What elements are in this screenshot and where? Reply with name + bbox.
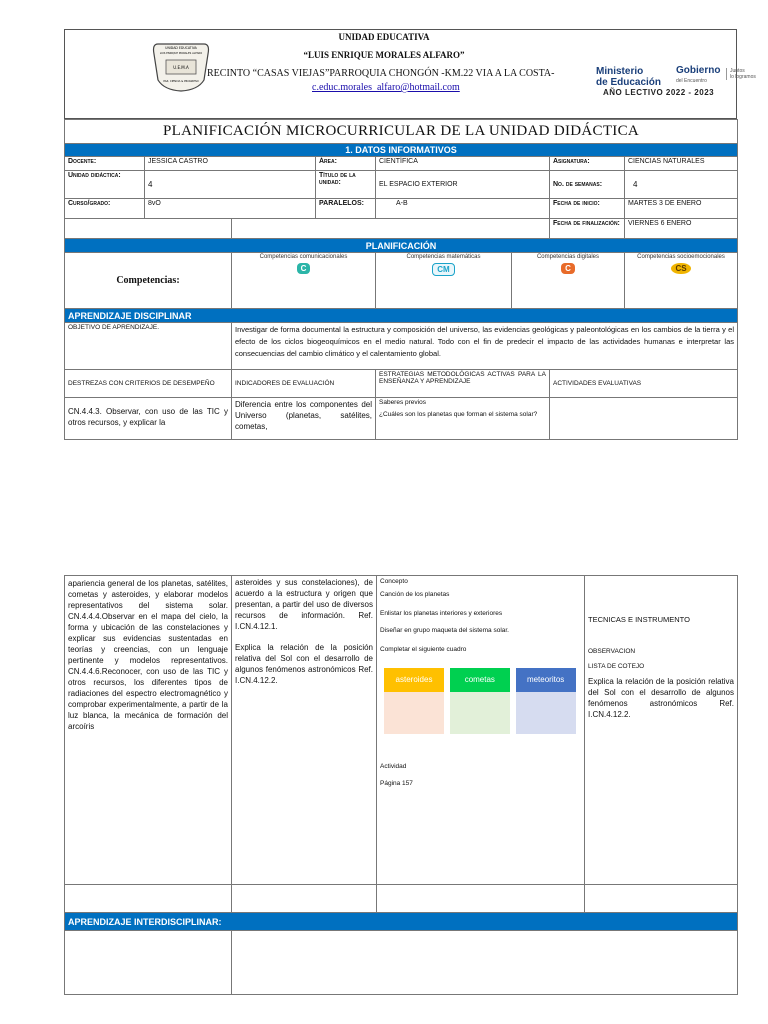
cuadro-col-cometas bbox=[450, 668, 510, 734]
box-asteroides-fill bbox=[384, 692, 444, 734]
seal-text-2: LUIS ENRIQUE MORALES ALFARO bbox=[159, 52, 203, 55]
indicador-b: Explica la relación de la posición relativa del Sol con el desarrollo de algunos fenómenos astronómicos Ref. I.CN.4.12.2. bbox=[235, 643, 373, 685]
asignatura-label: Asignatura: bbox=[550, 157, 625, 171]
gobierno-text: Gobierno bbox=[676, 65, 721, 76]
school-line1: UNIDAD EDUCATIVA bbox=[338, 32, 430, 42]
observacion: OBSERVACION bbox=[588, 648, 636, 655]
box-meteoritos-fill bbox=[516, 692, 576, 734]
matematica-icon: CM bbox=[432, 263, 454, 276]
competencias-label: Competencias: bbox=[65, 253, 232, 309]
comunicacional-icon: C bbox=[297, 263, 311, 274]
recinto-address: RECINTO “CASAS VIEJAS”PARROQUIA CHONGÓN -KM.22 VIA A LA COSTA- bbox=[207, 68, 555, 79]
objetivo-value: Investigar de forma documental la estructura y composición del universo, las evidencias geológicas y paleontológicas en los cambios de la tierra y el efecto de los ciclos biogeoquímicos en el medio natural. Todo con el fin de predecir el impacto de las actividades humanas e interpretar las consecuencias del cambio climático y el calentamiento global. bbox=[232, 323, 738, 370]
ministerio-line2: de Educación bbox=[596, 77, 662, 88]
gobierno-logo bbox=[676, 66, 720, 86]
cuadro-col-asteroides bbox=[384, 668, 444, 734]
juntos-line1: Juntos bbox=[730, 68, 745, 74]
fecha-inicio-value: MARTES 3 DE ENERO bbox=[625, 199, 738, 219]
empty-cell bbox=[232, 885, 377, 913]
titulo-value: EL ESPACIO EXTERIOR bbox=[376, 171, 550, 199]
competencia-name: Competencias matemáticas bbox=[406, 254, 481, 260]
objetivo-label: OBJETIVO DE APRENDIZAJE. bbox=[65, 323, 232, 370]
paralelos-value: A-B bbox=[376, 199, 550, 219]
school-line2: “LUIS ENRIQUE MORALES ALFARO” bbox=[303, 50, 465, 60]
est-cancion: Canción de los planetas bbox=[380, 591, 450, 598]
unidad-value: 4 bbox=[145, 171, 316, 199]
ministerio-logo bbox=[596, 66, 661, 88]
competencia-matematica bbox=[376, 253, 512, 309]
section-datos-informativos: 1. DATOS INFORMATIVOS bbox=[65, 144, 738, 157]
indicador-cell: Diferencia entre los componentes del Universo (planetas, satélites, cometas, bbox=[232, 398, 376, 440]
pregunta-planetas: ¿Cuáles son los planetas que forman el sistema solar? bbox=[379, 411, 538, 418]
paralelos-label: PARALELOS: bbox=[316, 199, 376, 219]
competencia-digital bbox=[512, 253, 625, 309]
estrategias-cell bbox=[376, 398, 550, 440]
empty-cell bbox=[585, 885, 738, 913]
section-aprendizaje-interdisciplinar: APRENDIZAJE INTERDISCIPLINAR: bbox=[65, 913, 738, 931]
col-estrategias: ESTRATEGIAS METODOLÓGICAS ACTIVAS PARA LA ENSEÑANZA Y APRENDIZAJE bbox=[376, 370, 550, 398]
competencia-name: Competencias digitales bbox=[536, 254, 600, 260]
juntos-line2: lo logramos bbox=[730, 74, 756, 80]
titulo-label: Título de la unidad: bbox=[316, 171, 376, 199]
est-concepto: Concepto bbox=[380, 578, 408, 585]
fecha-fin-value: VIERNES 6 ENERO bbox=[625, 219, 738, 239]
socioemocional-icon: CS bbox=[671, 263, 690, 274]
curso-label: Curso/grado: bbox=[65, 199, 145, 219]
actividades-cell bbox=[550, 398, 738, 440]
competencia-name: Competencias comunicacionales bbox=[259, 254, 348, 260]
col-indicadores: INDICADORES DE EVALUACIÓN bbox=[232, 370, 376, 398]
destreza-continued: apariencia general de los planetas, satélites, cometas y asteroides, y elaborar modelos representativos del sistema solar. CN.4.4.4.Observar en el mapa del cielo, la forma y ubicación de las constelaciones y explicar sus evidencias sustentadas en teorías y creencias, con un lenguaje pertinente y modelos representativos. CN.4.4.6.Reconocer, con uso de las TIC y otros recursos, los diferentes tipos de radiaciones del espectro electromagnético y comprobar experimentalmente, a partir de la luz blanca, la mecánica de formación del arcoíris bbox=[65, 576, 232, 885]
area-label: Área: bbox=[316, 157, 376, 171]
fecha-fin-label: Fecha de finalización: bbox=[550, 219, 625, 239]
empty-cell bbox=[232, 931, 738, 995]
digital-icon: C bbox=[561, 263, 575, 274]
col-destrezas: DESTREZAS CON CRITERIOS DE DESEMPEÑO bbox=[65, 370, 232, 398]
area-value: CIENTÍFICA bbox=[376, 157, 550, 171]
competencia-name: Competencias socioemocionales bbox=[637, 254, 725, 260]
empty-cell bbox=[65, 931, 232, 995]
docente-label: Docente: bbox=[65, 157, 145, 171]
asignatura-value: CIENCIAS NATURALES bbox=[625, 157, 738, 171]
actividad-evaluativa-texto: Explica la relación de la posición relativa del Sol con el desarrollo de algunos fenómenos astronómicos Ref. I.CN.4.12.2. bbox=[588, 677, 734, 719]
cuadro-completar bbox=[384, 668, 581, 734]
section-planificacion: PLANIFICACIÓN bbox=[65, 239, 738, 253]
seal-text-4: PAZ, CIENCIA & PROGRESO bbox=[163, 80, 199, 83]
gobierno-small-text: del Encuentro bbox=[676, 78, 707, 84]
est-pagina: Página 157 bbox=[380, 780, 413, 787]
document-title: PLANIFICACIÓN MICROCURRICULAR DE LA UNIDAD DIDÁCTICA bbox=[65, 120, 738, 144]
actividades-continued bbox=[585, 576, 738, 885]
curso-value: 8vO bbox=[145, 199, 316, 219]
empty-cell bbox=[65, 885, 232, 913]
empty-cell bbox=[65, 219, 232, 239]
box-cometas-fill bbox=[450, 692, 510, 734]
unidad-label: Unidad didáctica: bbox=[65, 171, 145, 199]
docente-value: JESSICA CASTRO bbox=[145, 157, 316, 171]
planning-table-continued bbox=[64, 575, 738, 995]
competencia-comunicacional bbox=[232, 253, 376, 309]
destreza-cell: CN.4.4.3. Observar, con uso de las TIC y otros recursos, y explicar la bbox=[65, 398, 232, 440]
tecnicas-instrumento: TECNICAS E INSTRUMENTO bbox=[588, 615, 690, 624]
competencia-socioemocional bbox=[625, 253, 738, 309]
box-cometas: cometas bbox=[450, 668, 510, 692]
cuadro-col-meteoritos bbox=[516, 668, 576, 734]
est-enlistar: Enlistar los planetas interiores y exteriores bbox=[380, 610, 503, 617]
indicador-a: asteroides y sus constelaciones), de acuerdo a la estructura y origen que presentan, a partir del uso de diversos recursos de información. Ref. I.CN.4.12.1. bbox=[235, 578, 373, 631]
empty-cell bbox=[232, 219, 550, 239]
planning-table bbox=[64, 119, 738, 440]
col-actividades: ACTIVIDADES EVALUATIVAS bbox=[550, 370, 738, 398]
lista-cotejo: LISTA DE COTEJO bbox=[588, 663, 645, 670]
fecha-inicio-label: Fecha de inicio: bbox=[550, 199, 625, 219]
school-seal-icon bbox=[150, 40, 212, 92]
semanas-value: 4 bbox=[625, 171, 738, 199]
est-completar: Completar el siguiente cuadro bbox=[380, 646, 467, 653]
ministerio-line1: Ministerio bbox=[596, 66, 644, 77]
seal-text-3: U.E.M.A bbox=[173, 65, 189, 70]
indicador-continued bbox=[232, 576, 377, 885]
estrategias-continued bbox=[377, 576, 585, 885]
est-actividad: Actividad bbox=[380, 763, 407, 770]
saberes-previos: Saberes previos bbox=[379, 399, 426, 406]
seal-text-1: UNIDAD EDUCATIVA bbox=[165, 46, 197, 50]
empty-cell bbox=[377, 885, 585, 913]
box-asteroides: asteroides bbox=[384, 668, 444, 692]
est-maqueta: Diseñar en grupo maqueta del sistema solar. bbox=[380, 627, 509, 634]
box-meteoritos: meteoritos bbox=[516, 668, 576, 692]
year-text: AÑO LECTIVO 2022 - 2023 bbox=[603, 88, 715, 97]
juntos-slogan bbox=[726, 68, 756, 80]
section-aprendizaje-disciplinar: APRENDIZAJE DISCIPLINAR bbox=[65, 309, 738, 323]
school-email-link[interactable]: c.educ.morales_alfaro@hotmail.com bbox=[312, 82, 460, 93]
semanas-label: No. de semanas: bbox=[550, 171, 625, 199]
